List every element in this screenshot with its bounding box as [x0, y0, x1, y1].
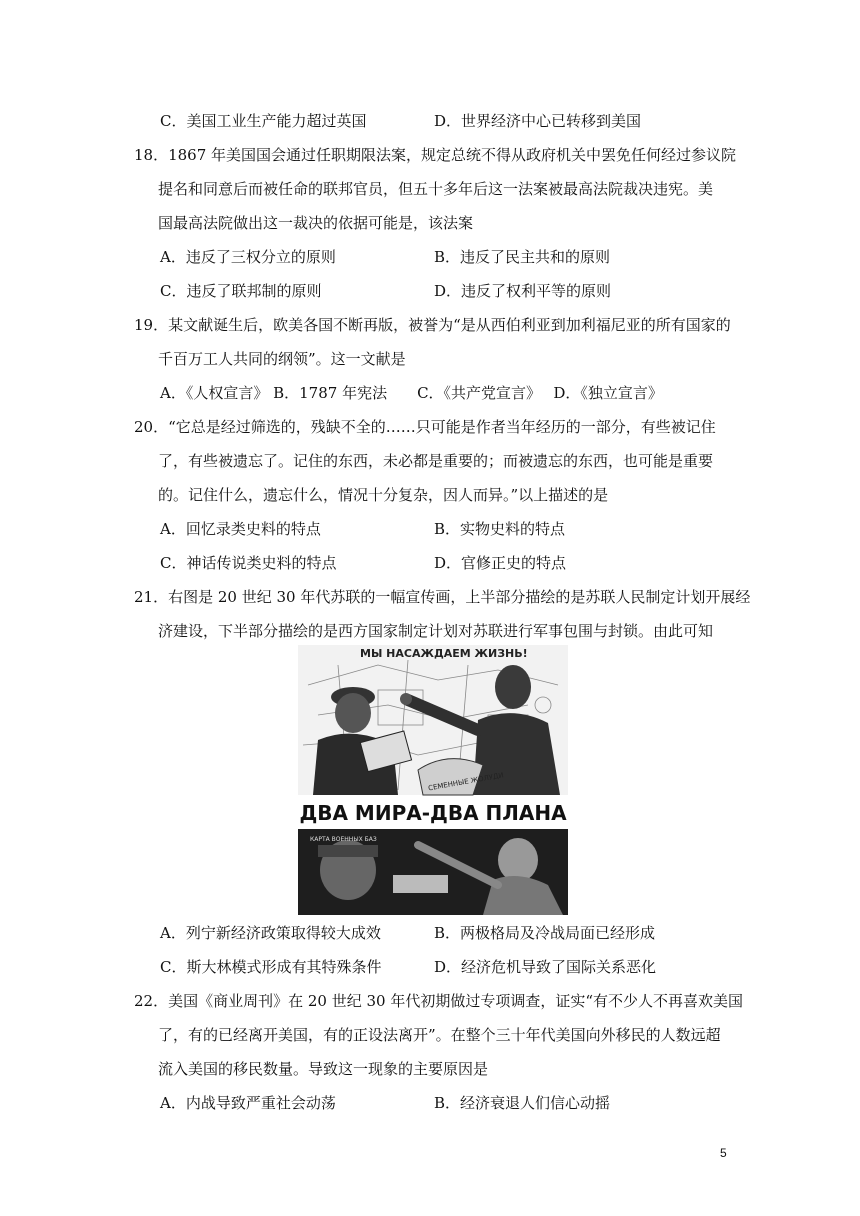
poster-map-label: КАРТА ВОЕННЫХ БАЗ — [310, 836, 377, 843]
q20-option-b: B．实物史料的特点 — [434, 520, 566, 538]
q21-option-b: B．两极格局及冷战局面已经形成 — [434, 924, 656, 942]
q20-stem-line3: 的。记住什么，遗忘什么，情况十分复杂，因人而异。”以上描述的是 — [158, 486, 609, 504]
q20-option-c: C．神话传说类史料的特点 — [160, 554, 337, 572]
q18-option-d: D．违反了权利平等的原则 — [434, 282, 612, 300]
q22-stem-line1: 22．美国《商业周刊》在 20 世纪 30 年代初期做过专项调查，证实“有不少人不再喜欢美国 — [134, 992, 744, 1010]
q20-stem-line2: 了，有些被遗忘了。记住的东西，未必都是重要的；而被遗忘的东西，也可能是重要 — [158, 452, 714, 470]
q21-option-d: D．经济危机导致了国际关系恶化 — [434, 958, 657, 976]
q18-stem-line3: 国最高法院做出这一裁决的依据可能是，该法案 — [158, 214, 474, 232]
q21-stem-line2: 济建设，下半部分描绘的是西方国家制定计划对苏联进行军事包围与封锁。由此可知 — [158, 622, 714, 640]
poster-slogan: ДВА МИРА-ДВА ПЛАНА — [299, 801, 567, 825]
q22-option-a: A．内战导致严重社会动荡 — [160, 1094, 336, 1112]
q18-option-c: C．违反了联邦制的原则 — [160, 282, 322, 300]
q18-option-a: A．违反了三权分立的原则 — [160, 248, 336, 266]
q22-stem-line2: 了，有的已经离开美国，有的正设法离开”。在整个三十年代美国向外移民的人数远超 — [158, 1026, 721, 1044]
poster-bag-text: СЕМЕННЫЕ ЖОЛУДИ — [427, 771, 505, 793]
q20-stem-line1: 20．“它总是经过筛选的，残缺不全的……只可能是作者当年经历的一部分，有些被记住 — [134, 418, 716, 436]
q19-options: A．《人权宣言》 B．1787 年宪法 C．《共产党宣言》 D．《独立宣言》 — [160, 384, 663, 402]
q19-stem-line2: 千百万工人共同的纲领”。这一文献是 — [158, 350, 406, 368]
q18-option-b: B．违反了民主共和的原则 — [434, 248, 611, 266]
q17-option-d: D．世界经济中心已转移到美国 — [434, 112, 642, 130]
q19-stem-line1: 19．某文献诞生后，欧美各国不断再版，被誉为“是从西伯利亚到加利福尼亚的所有国家的 — [134, 316, 731, 334]
q22-stem-line3: 流入美国的移民数量。导致这一现象的主要原因是 — [158, 1060, 489, 1078]
q18-stem-line1: 18．1867 年美国国会通过任职期限法案，规定总统不得从政府机关中罢免任何经过参议院 — [134, 146, 737, 164]
q20-option-d: D．官修正史的特点 — [434, 554, 567, 572]
soviet-poster-image — [298, 645, 568, 915]
q22-option-b: B．经济衰退人们信心动摇 — [434, 1094, 611, 1112]
poster-top-banner: МЫ НАСАЖДАЕМ ЖИЗНЬ! — [360, 647, 528, 660]
q21-option-a: A．列宁新经济政策取得较大成效 — [160, 924, 381, 942]
q21-stem-line1: 21．右图是 20 世纪 30 年代苏联的一幅宣传画，上半部分描绘的是苏联人民制定计划开展经 — [134, 588, 751, 606]
q21-option-c: C．斯大林模式形成有其特殊条件 — [160, 958, 382, 976]
page-number: 5 — [720, 1146, 727, 1160]
q17-option-c: C．美国工业生产能力超过英国 — [160, 112, 367, 130]
q18-stem-line2: 提名和同意后而被任命的联邦官员，但五十多年后这一法案被最高法院裁决违宪。美 — [158, 180, 714, 198]
q20-option-a: A．回忆录类史料的特点 — [160, 520, 321, 538]
